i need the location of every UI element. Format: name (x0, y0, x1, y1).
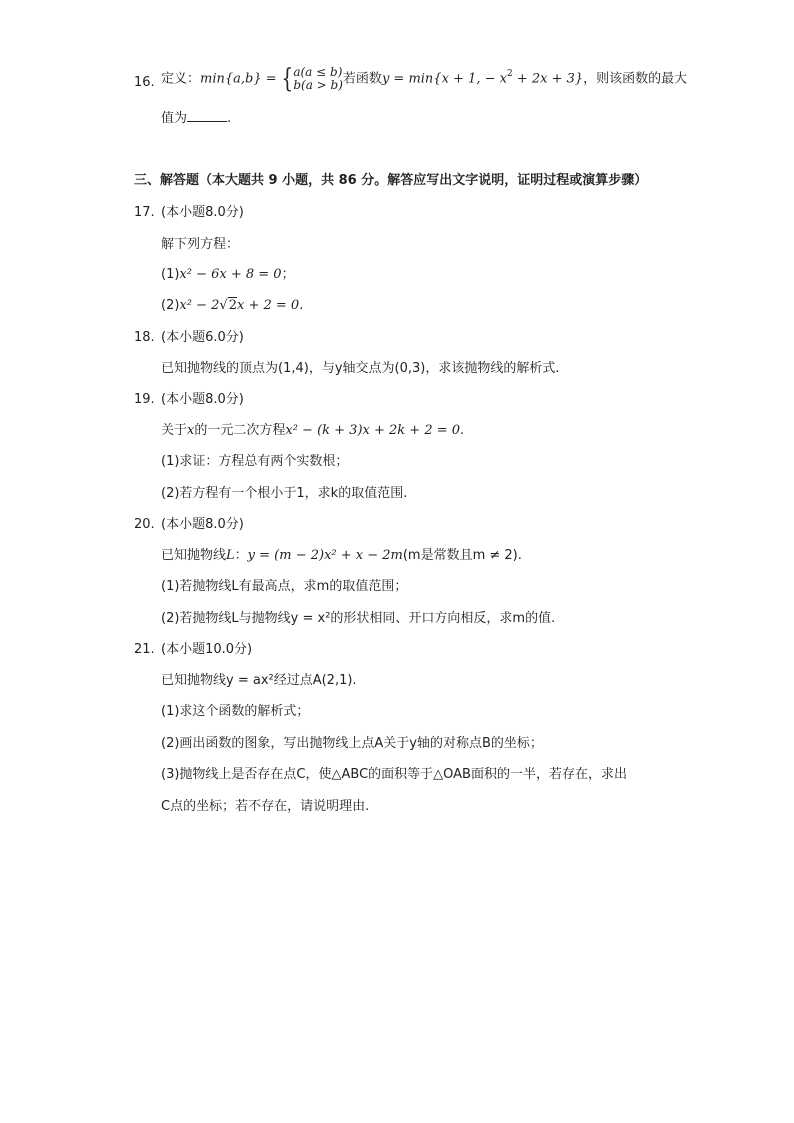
q18-text: 已知抛物线的顶点为(1,4)，与y轴交点为(0,3)，求该抛物线的解析式. (161, 361, 560, 376)
q21-score: (本小题10.0分) (161, 642, 253, 657)
q17-part1: (1)x² − 6x + 8 = 0； (161, 267, 295, 282)
q20-score: (本小题8.0分) (161, 517, 244, 532)
q16-mid: 若函数 (342, 71, 382, 87)
q19-number: 19. (134, 392, 155, 407)
q19-part1: (1)求证：方程总有两个实数根； (161, 454, 349, 469)
q16-answer-blank (187, 109, 227, 122)
q21-part3-line1: (3)抛物线上是否存在点C，使△ABC的面积等于△OAB面积的一半，若存在，求出 (161, 767, 627, 782)
q16-line1: 定义：min{a,b} = { a(a ≤ b) b(a > b) 若函数y = min{x + 1, − $x^2 + 2x + 3$}，则该函数的最大 (161, 64, 688, 94)
q16-end: ，则该函数的最大 (583, 71, 688, 87)
q20-part1: (1)若抛物线L有最高点，求m的取值范围； (161, 579, 408, 594)
q19-part2: (2)若方程有一个根小于1，求k的取值范围. (161, 486, 408, 501)
section3-title: 三、解答题（本大题共 9 小题，共 86 分。解答应写出文字说明，证明过程或演算步骤） (134, 173, 648, 188)
q16-brace: { (281, 64, 293, 94)
q21-part1: (1)求这个函数的解析式； (161, 704, 310, 719)
q19-score: (本小题8.0分) (161, 392, 244, 407)
q16-cases (293, 66, 343, 92)
q16-define: 定义： (161, 71, 201, 87)
q18-score: (本小题6.0分) (161, 330, 244, 345)
q16-case1: a(a ≤ b) (293, 65, 343, 79)
q20-stem: 已知抛物线L：y = (m − 2)x² + x − 2m(m是常数且m ≠ 2). (161, 548, 522, 563)
q16-func-tail: + 2x + 3} (512, 71, 584, 87)
q16-number: 16. (134, 75, 155, 90)
q20-number: 20. (134, 517, 155, 532)
q21-part3-line2: C点的坐标；若不存在，请说明理由. (161, 799, 370, 814)
q19-stem: 关于x的一元二次方程x² − (k + 3)x + 2k + 2 = 0. (161, 423, 465, 438)
q17-prompt: 解下列方程： (161, 237, 240, 252)
q17-score: (本小题8.0分) (161, 205, 244, 220)
q21-part2: (2)画出函数的图象，写出抛物线上点A关于y轴的对称点B的坐标； (161, 736, 543, 751)
q18-number: 18. (134, 330, 155, 345)
q17-number: 17. (134, 205, 155, 220)
q16-line2: 值为 . (161, 111, 232, 126)
q21-stem: 已知抛物线y = ax²经过点A(2,1). (161, 673, 357, 688)
q16-case2: b(a > b) (293, 78, 343, 92)
q21-number: 21. (134, 642, 155, 657)
q16-min-ab: min{a,b} = (200, 71, 277, 87)
q17-part2: (2)x² − 2√2x + 2 = 0. (161, 298, 304, 313)
q20-part2: (2)若抛物线L与抛物线y = x²的形状相同、开口方向相反，求m的值. (161, 611, 556, 626)
q16-func: y = min{x + 1, − x (381, 71, 507, 87)
